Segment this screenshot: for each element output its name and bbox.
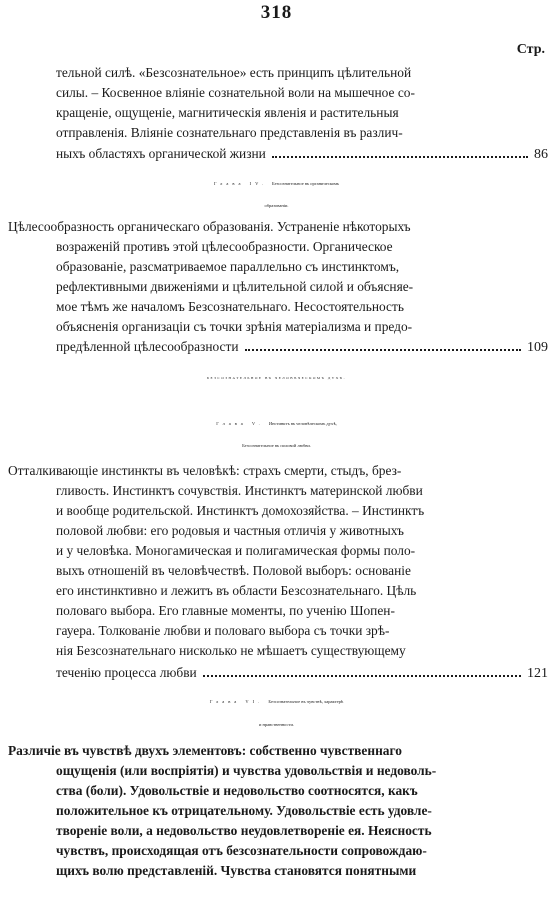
toc-page-number: 121 [527,666,548,681]
toc-text-line: Цѣлесообразность органическаго образованія. Устраненіе нѣкоторыхъ [8,219,411,234]
toc-text-line: мое тѣмъ же началомъ Безсознательнаго. Несостоятельность [56,299,404,314]
toc-page-number: 86 [534,147,548,162]
toc-text-line: половаго выбора. Его главные моменты, по ученію Шопен- [56,603,395,618]
toc-text-line: теченію процесса любви [56,665,197,680]
chapter-title-line-2: Безсознательное въ половой любви. [242,443,311,448]
chapter-heading [0,690,553,714]
chapter-heading [0,172,553,196]
toc-entry-last-line [56,338,548,357]
toc-text-line: объясненія организаціи съ точки зрѣнія матеріализма и предо- [56,319,413,334]
toc-text-line: и вообще родительской. Инстинктъ домохозяйства. – Инстинктъ [56,503,425,518]
chapter-title: Инстинктъ въ человѣческомъ духѣ, [268,421,337,426]
toc-text-line: образованіе, разсматриваемое параллельно съ инстинктомъ, [56,259,400,274]
chapter-title: Безсознательное въ органическомъ [272,181,340,186]
toc-text-line: выхъ отношеній въ человѣчествѣ. Половой выборъ: основаніе [56,563,411,578]
dot-leader [203,674,521,677]
toc-text-line: гауера. Толкованіе любви и половаго выбора съ точки зрѣ- [56,623,390,638]
toc-text-line: положительное къ отрицательному. Удовольствіе есть удовле- [56,803,432,818]
toc-text-line: ства (боли). Удовольствіе и недовольство соотносятся, какъ [56,783,418,798]
toc-text-line: отправленія. Вліяніе сознательнаго представленія въ различ- [56,125,403,140]
toc-text-line: чувствъ, происходящая отъ безсознательности сопровождаю- [56,843,427,858]
toc-text-line: его инстинктивно и лежитъ въ области Безсознательнаго. Цѣль [56,583,417,598]
toc-text-line: возраженій противъ этой цѣлесообразности. Органическое [56,239,393,254]
dot-leader [272,155,528,158]
page-column-header: Стр. [516,42,545,57]
toc-text-line: нія Безсознательнаго нисколько не мѣшаетъ существующему [56,643,406,658]
chapter-label: Глава V. [216,421,264,426]
toc-text-line: предѣленной цѣлесообразности [56,339,239,354]
toc-text-line: твореніе воли, а недовольство неудовлетвореніе ея. Неясность [56,823,432,838]
toc-text-line: Различіе въ чувствѣ двухъ элементовъ: собственно чувственнаго [8,743,402,758]
chapter-heading [0,412,553,436]
toc-text-line: силы. – Косвенное вліяніе сознательной воли на мышечное со- [56,85,415,100]
toc-text-line: кращеніе, ощущеніе, магнитическія явленія и растительныя [56,105,399,120]
chapter-title-line-2: образованіи. [264,203,289,208]
dot-leader [245,348,521,351]
toc-text-line: гливость. Инстинктъ сочувствія. Инстинктъ материнской любви [56,483,423,498]
toc-entry-last-line [56,145,548,164]
toc-page-number: 109 [527,340,548,355]
chapter-title: Безсознательное въ чувствѣ, характерѣ [268,699,344,704]
toc-text-line: щихъ волю представленій. Чувства становятся понятными [56,863,417,878]
toc-text-line: Отталкивающіе инстинкты въ человѣкѣ: страхъ смерти, стыдъ, брез- [8,463,402,478]
toc-entry-last-line [56,664,548,683]
toc-text-line: и у человѣка. Моногамическая и полигамическая формы поло- [56,543,416,558]
chapter-label: Глава VI. [209,699,264,704]
chapter-label: Глава IV. [213,181,267,186]
toc-text-line: ныхъ областяхъ органической жизни [56,146,266,161]
chapter-title-line-2: и нравственности. [258,722,295,727]
toc-text-line: тельной силѣ. «Безсознательное» есть принципъ цѣлительной [56,65,412,80]
page-number: 318 [260,2,293,23]
section-title: БЕЗСОЗНАТЕЛЬНОЕ ВЪ ЧЕЛОВѢЧЕСКОМЪ ДУХѢ. [206,376,347,380]
toc-text-line: ощущенія (или воспріятія) и чувства удовольствія и недоволь- [56,763,437,778]
toc-text-line: рефлективными движеніями и цѣлительной силой и объясняе- [56,279,414,294]
toc-text-line: половой любви: его родовыя и частныя отличія у животныхъ [56,523,404,538]
